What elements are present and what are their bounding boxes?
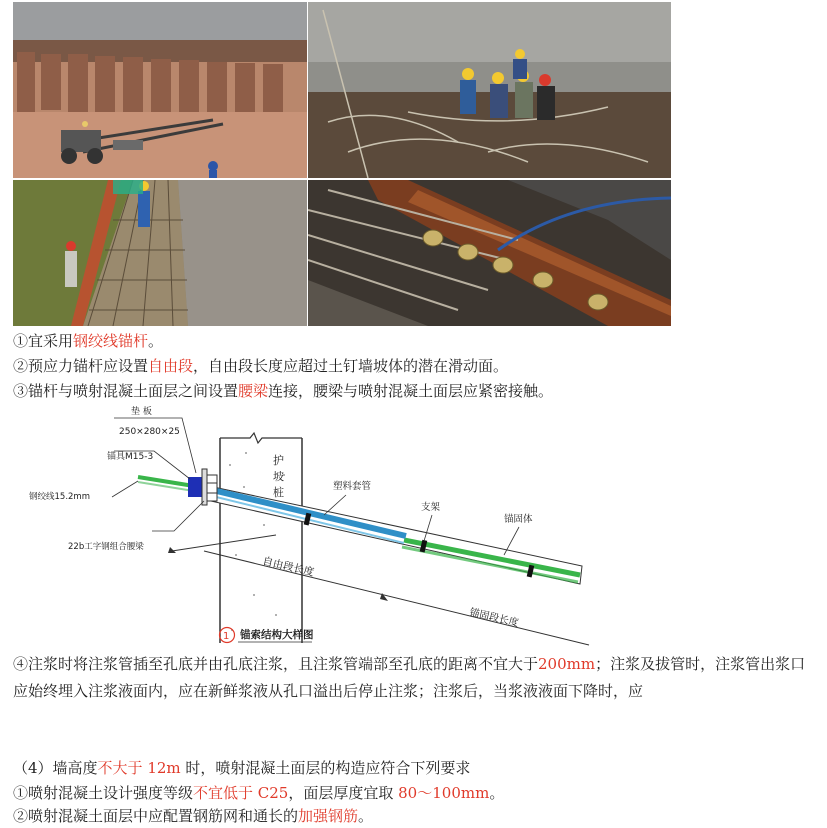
free-length-dimension-line: [172, 535, 276, 551]
requirement-1: [13, 331, 163, 351]
requirement-3-text: ③锚杆与喷射混凝土面层之间设置: [13, 382, 239, 400]
free-length-label: 自由段长度: [261, 555, 316, 579]
requirement-3-highlight: 腰梁: [238, 382, 269, 400]
strand-label: 钢绞线15.2mm: [29, 492, 90, 502]
anchor-body-label: 锚固体: [504, 514, 533, 525]
photo-collage: [13, 2, 671, 326]
section-4-end: 时，喷射混凝土面层的构造应符合下列要求: [180, 759, 471, 777]
section-4-item-1: [13, 783, 504, 803]
pile-label-1: 护: [273, 454, 284, 467]
anchor-device: [188, 477, 202, 497]
requirement-1-highlight: 钢绞线锚杆: [73, 332, 149, 350]
plastic-sleeve-label: 塑料套管: [333, 481, 372, 492]
item-2-highlight: 加强钢筋: [298, 807, 359, 825]
item-2-text: ②喷射混凝土面层中应配置钢筋网和通长的: [13, 807, 299, 825]
bearing-plate: [202, 469, 207, 505]
item-1-highlight: 不宜低于 C25: [193, 784, 289, 802]
item-1-thickness: 80～100mm: [398, 784, 490, 802]
item-2-end: 。: [358, 807, 374, 825]
waler-label: 22b工字钢组合腰梁: [68, 542, 144, 552]
grouting-highlight: 200mm: [538, 655, 596, 673]
slope-wall-rebar-photo: [13, 180, 307, 326]
bracket-label: 支架: [421, 502, 441, 513]
requirement-2: [13, 356, 508, 376]
item-1-text: ①喷射混凝土设计强度等级: [13, 784, 194, 802]
pad-label: 垫 板: [131, 407, 152, 417]
anchor-cable-diagram: [14, 405, 614, 650]
anchor-device-label: 锚具M15-3: [107, 452, 154, 462]
section-4-item-2: [13, 806, 373, 826]
retaining-pile: [220, 433, 302, 643]
grouting-paragraph: [13, 651, 813, 705]
pad-size-label: 250×280×25: [119, 427, 180, 437]
leader-lines: [112, 418, 519, 555]
section-4-highlight: 不大于 12m: [97, 759, 181, 777]
item-1-end: 。: [489, 784, 505, 802]
pile-label-3: 桩: [273, 486, 284, 499]
requirement-3-end: 连接，腰梁与喷射混凝土面层应紧密接触。: [268, 382, 554, 400]
requirement-2-end: ，自由段长度应超过土钉墙坡体的潜在滑动面。: [193, 357, 509, 375]
figure-title: 锚索结构大样图: [240, 629, 314, 641]
grouting-text: ④注浆时将注浆管插至孔底并由孔底注浆，且注浆管端部至孔底的距离不宜大于: [13, 655, 539, 673]
workers-installing-anchor-photo: [308, 2, 671, 178]
requirement-1-text: ①宜采用: [13, 332, 74, 350]
grouting-text-end: ；注浆及拔管时，注浆管出浆口应始终埋入注浆液面内，应在新鲜浆液从孔口溢出后停止注浆；注浆后，当浆液液面下降时，应: [13, 655, 806, 700]
waler-beam-closeup-photo: [308, 180, 671, 326]
anchored-length-label: 锚固段长度: [468, 607, 520, 630]
requirement-2-highlight: 自由段: [148, 357, 194, 375]
free-length-tick: [168, 547, 176, 553]
figure-number: 1: [223, 631, 230, 642]
requirement-3: [13, 381, 553, 401]
section-4-heading: [13, 758, 470, 778]
requirement-2-text: ②预应力锚杆应设置: [13, 357, 149, 375]
waler-beam: [188, 469, 217, 505]
excavation-drilling-rig-photo: [13, 2, 307, 178]
section-4-text: （4）墙高度: [13, 759, 98, 777]
item-1-mid: ，面层厚度宜取: [288, 784, 399, 802]
pile-label-2: 坡: [273, 470, 284, 483]
requirement-1-end: 。: [148, 332, 164, 350]
